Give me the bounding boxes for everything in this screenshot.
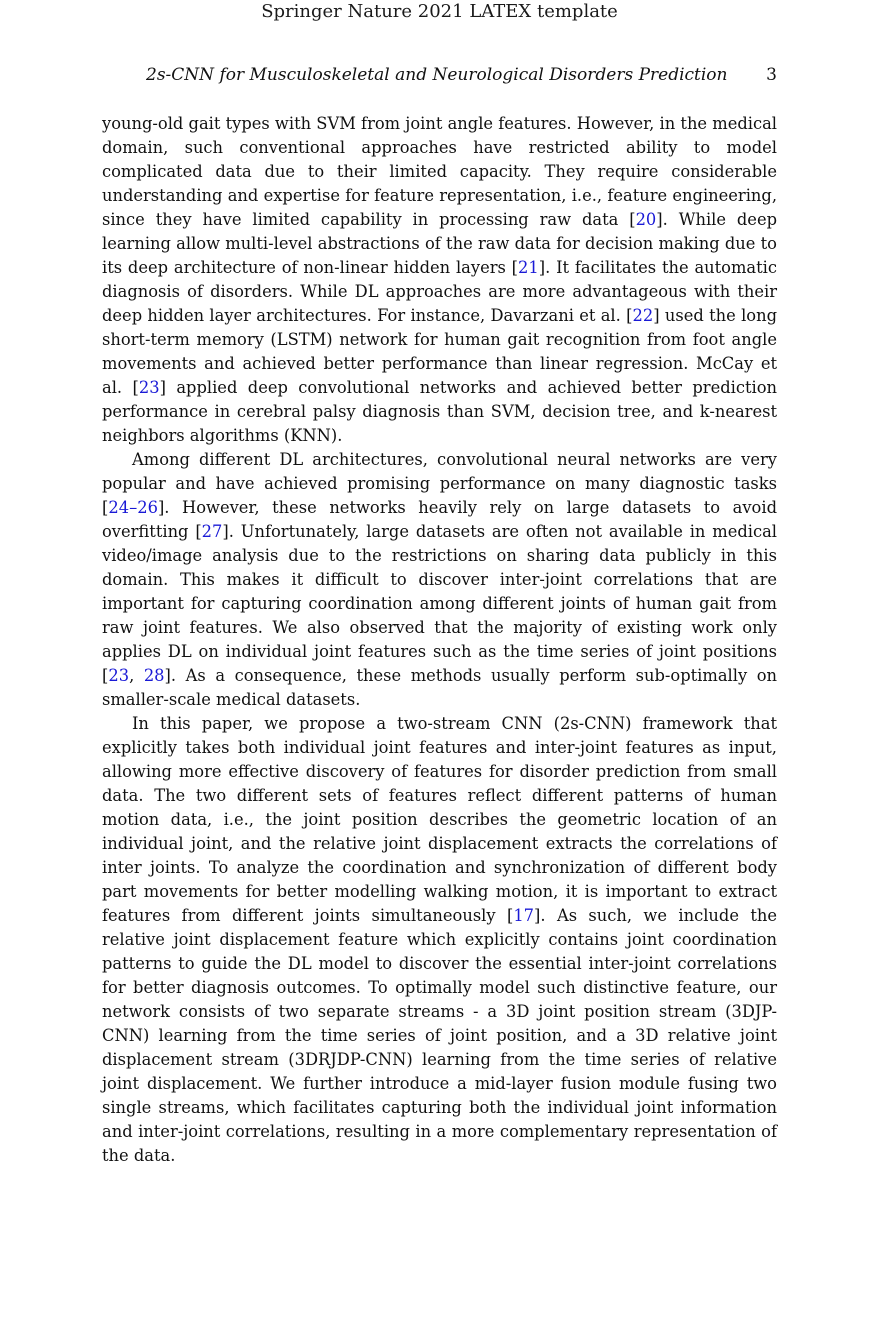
paragraph-text: In this paper, we propose a two-stream CNN (2s-CNN) framework that explicitly takes both individual joint features and inter-joint features as input, allowing more effective discovery of features for disorder prediction from small data. The two different sets of features reflect different patterns of human motion data, i.e., the joint position describes the geometric location of an individual joint, and the relative joint displacement extracts the correlations of inter joints. To analyze the coordination and synchronization of different body part movements for better modelling walking motion, it is important to extract features from different joints simultaneously [ <box>102 714 777 925</box>
citation-link[interactable]: 24–26 <box>108 498 158 517</box>
paragraph-text: ]. Unfortunately, large datasets are often not available in medical video/image analysis due to the restrictions on sharing data publicly in this domain. This makes it difficult to discover inter-joint correlations that are important for capturing coordination among different joints of human gait from raw joint features. We also observed that the majority of existing work only applies DL on individual joint features such as the time series of joint positions [ <box>102 522 777 685</box>
paragraph-text: young-old gait types with SVM from joint angle features. However, in the medical domain, such conventional approaches have restricted ability to model complicated data due to their limited capacity. They require considerable understanding and expertise for feature representation, i.e., feature engineering, since they have limited capability in processing raw data [ <box>102 114 777 229</box>
citation-link[interactable]: 28 <box>143 666 165 685</box>
short-title: 2s-CNN for Musculoskeletal and Neurological Disorders Prediction <box>146 65 728 85</box>
paragraph-2 <box>102 448 777 712</box>
running-head: Springer Nature 2021 LATEX template <box>261 1 618 22</box>
paragraph-text: ]. As such, we include the relative joint displacement feature which explicitly contains joint coordination patterns to guide the DL model to discover the essential inter-joint correlations for better diagnosis outcomes. To optimally model such distinctive feature, our network consists of two separate streams - a 3D joint position stream (3DJP-CNN) learning from the time series of joint position, and a 3D relative joint displacement stream (3DRJDP-CNN) learning from the time series of relative joint displacement. We further introduce a mid-layer fusion module fusing two single streams, which facilitates capturing both the individual joint information and inter-joint correlations, resulting in a more complementary representation of the data. <box>102 906 777 1165</box>
paragraph-text: ] applied deep convolutional networks and achieved better prediction performance in cerebral palsy diagnosis than SVM, decision tree, and k-nearest neighbors algorithms (KNN). <box>102 378 777 445</box>
citation-link[interactable]: 17 <box>513 906 535 925</box>
citation-link[interactable]: 22 <box>632 306 654 325</box>
citation-link[interactable]: 21 <box>518 258 539 277</box>
citation-link[interactable]: 20 <box>635 210 657 229</box>
page-number: 3 <box>766 65 777 85</box>
paragraph-1 <box>102 112 777 448</box>
paragraph-text: , <box>129 666 144 685</box>
body-text <box>102 112 777 1168</box>
paragraph-text: ] used the long short-term memory (LSTM) network for human gait recognition from foot angle movements and achieved better performance than linear regression. McCay et al. [ <box>102 306 777 397</box>
paragraph-text: ]. While deep learning allow multi-level abstractions of the raw data for decision making due to its deep architecture of non-linear hidden layers [ <box>102 210 777 277</box>
paragraph-text: ]. As a consequence, these methods usually perform sub-optimally on smaller-scale medical datasets. <box>102 666 777 709</box>
citation-link[interactable]: 23 <box>108 666 130 685</box>
citation-link[interactable]: 23 <box>138 378 160 397</box>
paragraph-text: Among different DL architectures, convolutional neural networks are very popular and have achieved promising performance on many diagnostic tasks [ <box>102 450 777 517</box>
citation-link[interactable]: 27 <box>201 522 223 541</box>
page-header <box>102 63 777 87</box>
paragraph-3 <box>102 712 777 1168</box>
paragraph-text: ]. It facilitates the automatic diagnosis of disorders. While DL approaches are more advantageous with their deep hidden layer architectures. For instance, Davarzani et al. [ <box>102 258 777 325</box>
paragraph-text: ]. However, these networks heavily rely on large datasets to avoid overfitting [ <box>102 498 777 541</box>
